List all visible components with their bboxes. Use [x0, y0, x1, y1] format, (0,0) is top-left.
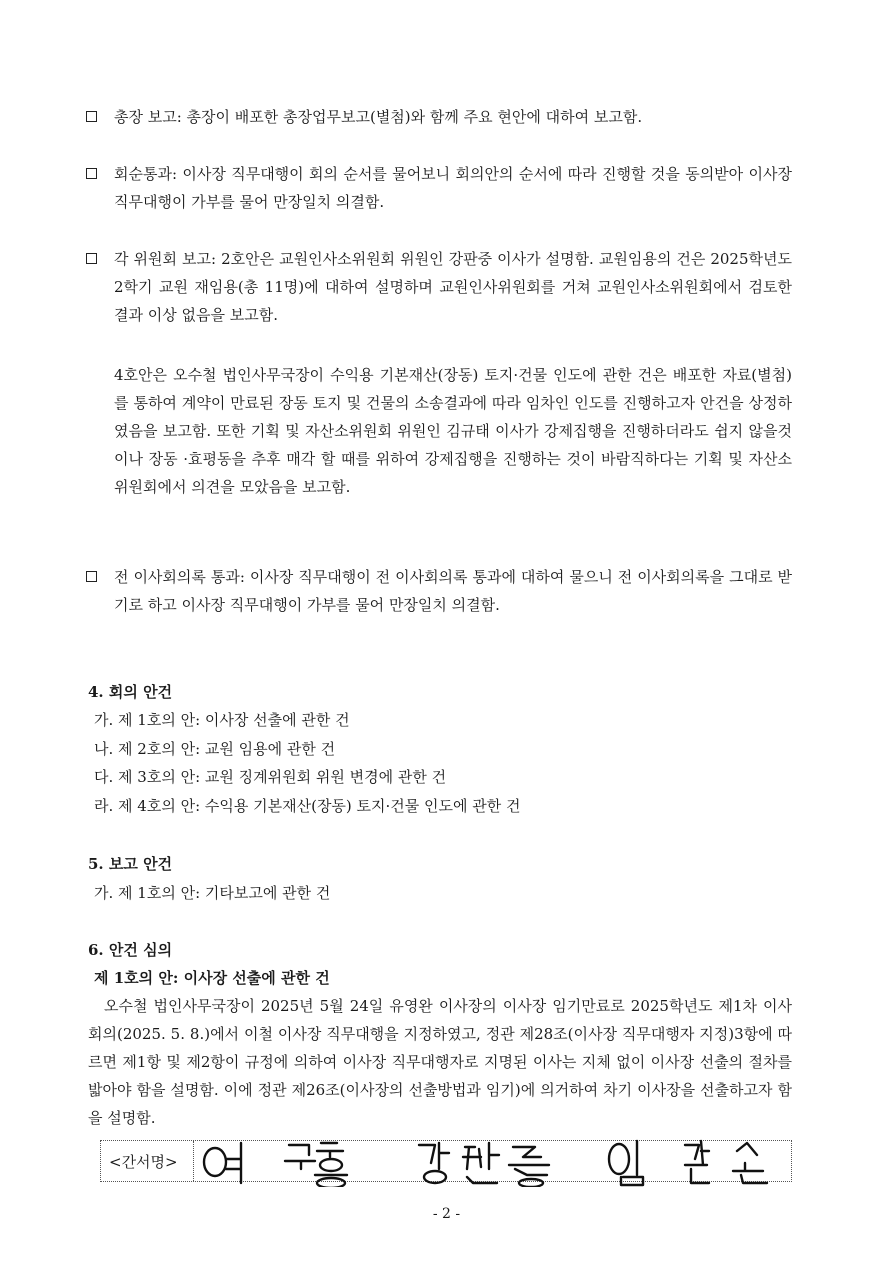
- item-text: 총장 보고: 총장이 배포한 총장업무보고(별첨)와 함께 주요 현안에 대하여 보고함.: [114, 108, 643, 126]
- item-text: 회순통과: 이사장 직무대행이 회의 순서를 물어보니 회의안의 순서에 따라 진행할 것을 동의받아 이사장 직무대행이 가부를 물어 만장일치 의결함.: [114, 165, 792, 211]
- signature-1: [204, 1143, 347, 1187]
- section-4-list: [94, 706, 521, 820]
- agenda-item: 다. 제 3호의 안: 교원 징계위원회 위원 변경에 관한 건: [94, 768, 447, 786]
- section-6-subtitle: 제 1호의 안: 이사장 선출에 관한 건: [94, 969, 330, 987]
- committee-paragraph: 4호안은 오수철 법인사무국장이 수익용 기본재산(장동) 토지·건물 인도에 관한 건은 배포한 자료(별첨)를 통하여 계약이 만료된 장동 토지 및 건물의 소송결과에 따라 임차인 인도를 진행하고자 안건을 상정하였음을 보고함. 또한 기획 및 자산소위원회 위원인 김규태 이사가 강제집행을 진행하더라도 쉽지 않을것이나 장동 ·효평동을 추후 매각 할 때를 위하여 강제집행을 진행하는 것이 바람직하다는 기획 및 자산소위원회에서 의견을 모았음을 보고함.: [114, 366, 792, 496]
- checkbox-square-icon: [86, 571, 97, 582]
- item-text: 전 이사회의록 통과: 이사장 직무대행이 전 이사회의록 통과에 대하여 물으니 전 이사회의록을 그대로 받기로 하고 이사장 직무대행이 가부를 물어 만장일치 의결함.: [114, 568, 792, 614]
- section-5-list: [94, 879, 330, 908]
- section-5-title: 5. 보고 안건: [88, 855, 173, 873]
- signature-3: [609, 1141, 767, 1185]
- agenda-item: 가. 제 1호의 안: 이사장 선출에 관한 건: [94, 711, 350, 729]
- section-4-title: 4. 회의 안건: [88, 683, 173, 701]
- signature-label: <간서명>: [109, 1153, 178, 1171]
- agenda-item: 라. 제 4호의 안: 수익용 기본재산(장동) 토지·건물 인도에 관한 건: [94, 796, 521, 815]
- page-number: - 2 -: [432, 1206, 461, 1222]
- handwritten-signatures: [197, 1135, 791, 1187]
- item-text: 각 위원회 보고: 2호안은 교원인사소위원회 위원인 강판중 이사가 설명함. 교원임용의 건은 2025학년도 2학기 교원 재임용(총 11명)에 대하여 설명하며 교원인사위원회를 거쳐 교원인사소위원회에서 검토한 결과 이상 없음을 보고함.: [114, 250, 792, 324]
- signature-2: [419, 1143, 549, 1187]
- report-item-agenda-order: [86, 160, 792, 216]
- signature-box: [100, 1140, 792, 1182]
- section-6-body: 오수철 법인사무국장이 2025년 5월 24일 유영완 이사장의 이사장 임기만료로 2025학년도 제1차 이사회의(2025. 5. 8.)에서 이철 이사장 직무대행을 지정하였고, 정관 제28조(이사장 직무대행자 지정)3항에 따르면 제1항 및 제2항이 규정에 의하여 이사장 직무대행자로 지명된 이사는 지체 없이 이사장 선출의 절차를 밟아야 함을 설명함. 이에 정관 제26조(이사장의 선출방법과 임기)에 의거하여 차기 이사장을 선출하고자 함을 설명함.: [88, 997, 792, 1127]
- report-item-committee: [86, 245, 792, 329]
- report-item-minutes: [86, 563, 792, 619]
- report-item-president: [86, 103, 792, 131]
- section-6-title: 6. 안건 심의: [88, 941, 173, 959]
- checkbox-square-icon: [86, 168, 97, 179]
- agenda-item: 나. 제 2호의 안: 교원 임용에 관한 건: [94, 739, 336, 758]
- checkbox-square-icon: [86, 111, 97, 122]
- checkbox-square-icon: [86, 253, 97, 264]
- signature-divider: [193, 1141, 194, 1181]
- agenda-item: 가. 제 1호의 안: 기타보고에 관한 건: [94, 884, 331, 902]
